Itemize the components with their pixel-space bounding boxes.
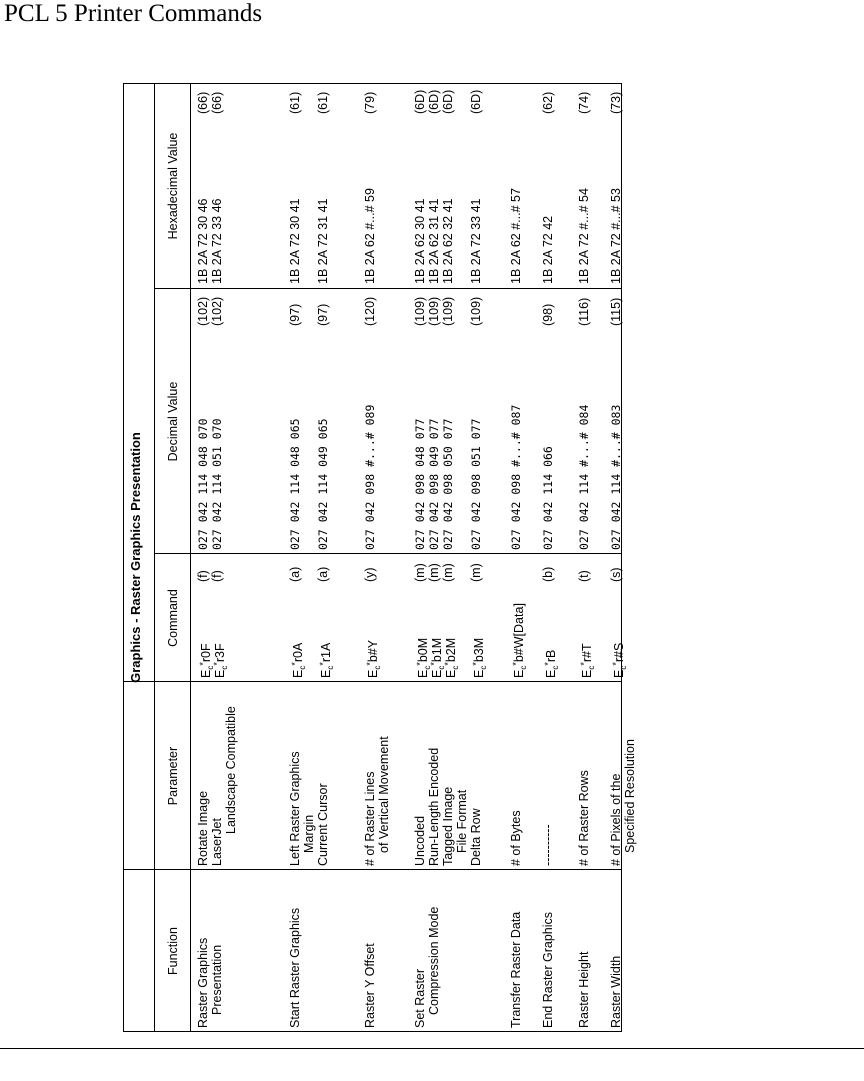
command-char: (b) — [541, 566, 555, 582]
hex-code: (6D) — [469, 89, 483, 114]
command-text: b#Y — [366, 639, 380, 663]
decimal-value: 027 042 114 #...# 083 — [609, 404, 623, 550]
command-text: r0A — [291, 642, 305, 663]
table-title: Graphics - Raster Graphics Presentation — [128, 432, 143, 683]
hex-code: (61) — [288, 91, 302, 114]
hex-value: 1B 2A 72 31 41 — [316, 198, 330, 284]
esc-letter: E — [580, 669, 594, 678]
footer-rule — [0, 1048, 864, 1049]
hex-code: (62) — [541, 91, 555, 114]
esc-subscript: c — [298, 665, 307, 670]
command-char: (t) — [577, 570, 591, 582]
hex-code: (66) — [210, 91, 224, 114]
decimal-code: (109) — [441, 296, 455, 326]
command-char: (f) — [196, 570, 210, 582]
header-parameter: Parameter — [166, 746, 180, 806]
esc-subscript: c — [451, 665, 460, 670]
esc-star: * — [415, 662, 425, 666]
function-label: Start Raster Graphics — [288, 907, 302, 1028]
command-text: b1M — [430, 637, 444, 663]
parameter-label: Tagged Image — [441, 786, 455, 866]
header-command: Command — [166, 589, 180, 647]
function-label: Raster Width — [609, 955, 623, 1028]
function-label: Set Raster — [413, 968, 427, 1028]
hex-code: (6D) — [441, 89, 455, 114]
esc-letter: E — [444, 669, 458, 678]
esc-star: * — [198, 662, 208, 666]
command-escape — [509, 603, 531, 678]
decimal-value: 027 042 114 051 070 — [210, 418, 224, 550]
command-char: (a) — [288, 566, 302, 582]
esc-star: * — [365, 662, 375, 666]
function-label: Transfer Raster Data — [509, 911, 523, 1028]
col-divider-command — [154, 553, 622, 554]
parameter-label: Delta Row — [469, 808, 483, 866]
parameter-label: # of Raster Lines — [363, 771, 377, 866]
hex-value: 1B 2A 62 32 41 — [441, 198, 455, 284]
command-text: r#S — [612, 642, 626, 663]
parameter-label: # of Pixels of the — [609, 773, 623, 866]
esc-star: * — [290, 662, 300, 666]
hex-value: 1B 2A 72 33 41 — [469, 198, 483, 284]
col-divider-parameter — [123, 681, 622, 682]
esc-star: * — [443, 662, 453, 666]
parameter-label: LaserJet — [210, 818, 224, 866]
esc-subscript: c — [479, 665, 488, 670]
parameter-label: # of Raster Rows — [577, 770, 591, 866]
parameter-label: Run-Length Encoded — [427, 747, 441, 866]
hex-value: 1B 2A 62 #...# 57 — [509, 188, 523, 284]
esc-star: * — [543, 662, 553, 666]
command-escape — [210, 643, 232, 678]
decimal-code: (115) — [609, 297, 623, 326]
esc-subscript: c — [373, 665, 382, 670]
decimal-code: (109) — [469, 296, 483, 326]
command-text: b2M — [444, 637, 458, 663]
command-char: (s) — [609, 567, 623, 582]
hex-value: 1B 2A 72 #...# 53 — [609, 188, 623, 284]
esc-letter: E — [544, 669, 558, 678]
hex-code: (66) — [196, 91, 210, 114]
command-text: rB — [544, 649, 558, 663]
command-text: r1A — [319, 642, 333, 663]
command-char: (m) — [427, 563, 441, 582]
esc-star: * — [318, 662, 328, 666]
esc-letter: E — [612, 669, 626, 678]
esc-star: * — [429, 662, 439, 666]
parameter-label: # of Bytes — [509, 810, 523, 866]
parameter-label: ---------- — [541, 824, 555, 866]
hex-code: (6D) — [413, 89, 427, 114]
esc-subscript: c — [619, 665, 628, 670]
decimal-value: 027 042 114 066 — [541, 446, 555, 550]
hex-value: 1B 2A 72 #...# 54 — [577, 188, 591, 284]
decimal-code: (109) — [413, 296, 427, 326]
esc-letter: E — [199, 669, 213, 678]
command-escape — [441, 638, 463, 678]
esc-subscript: c — [206, 665, 215, 670]
esc-star: * — [471, 662, 481, 666]
parameter-label: Specified Resolution — [623, 739, 637, 853]
esc-star: * — [511, 662, 521, 666]
hex-value: 1B 2A 72 33 46 — [210, 198, 224, 284]
command-escape — [363, 640, 385, 678]
hex-code: (6D) — [427, 89, 441, 114]
decimal-value: 027 042 114 048 070 — [196, 418, 210, 550]
decimal-value: 027 042 098 #...# 087 — [509, 404, 523, 550]
function-label: Presentation — [210, 944, 224, 1015]
esc-subscript: c — [220, 665, 229, 670]
esc-letter: E — [366, 669, 380, 678]
esc-subscript: c — [423, 665, 432, 670]
esc-letter: E — [416, 669, 430, 678]
header-function: Function — [166, 927, 180, 975]
command-char: (m) — [469, 563, 483, 582]
title-rule — [154, 83, 155, 1032]
command-char: (m) — [441, 563, 455, 582]
command-escape — [541, 650, 563, 678]
esc-subscript: c — [551, 665, 560, 670]
esc-subscript: c — [519, 665, 528, 670]
decimal-code: (116) — [577, 297, 591, 326]
command-escape — [577, 643, 599, 678]
col-divider-function — [123, 869, 622, 870]
decimal-value: 027 042 098 051 077 — [469, 418, 483, 550]
hex-value: 1B 2A 72 42 — [541, 215, 555, 284]
decimal-value: 027 042 114 #...# 084 — [577, 404, 591, 550]
command-char: (a) — [316, 566, 330, 582]
function-label: End Raster Graphics — [541, 911, 555, 1028]
command-text: b3M — [472, 637, 486, 663]
command-char: (y) — [363, 567, 377, 582]
decimal-value: 027 042 114 049 065 — [316, 418, 330, 550]
command-escape — [316, 643, 338, 678]
command-escape — [609, 643, 631, 678]
decimal-code: (120) — [363, 296, 377, 326]
esc-subscript: c — [437, 665, 446, 670]
decimal-code: (102) — [210, 296, 224, 326]
decimal-code: (97) — [316, 303, 330, 326]
esc-subscript: c — [326, 665, 335, 670]
header-hex: Hexadecimal Value — [166, 132, 180, 240]
decimal-value: 027 042 098 049 077 — [427, 418, 441, 550]
command-text: r0F — [199, 643, 213, 663]
hex-value: 1B 2A 62 30 41 — [413, 198, 427, 284]
command-escape — [469, 638, 491, 678]
parameter-label: Landscape Compatible — [224, 706, 238, 834]
parameter-label: Rotate Image — [196, 790, 210, 866]
esc-letter: E — [213, 669, 227, 678]
header-rule — [190, 83, 191, 1032]
header-decimal: Decimal Value — [166, 381, 180, 462]
command-text: b0M — [416, 637, 430, 663]
hex-code: (61) — [316, 91, 330, 114]
esc-letter: E — [319, 669, 333, 678]
esc-letter: E — [291, 669, 305, 678]
command-char: (f) — [210, 570, 224, 582]
esc-star: * — [611, 662, 621, 666]
command-text: b#W[Data] — [512, 603, 526, 663]
parameter-label: Current Cursor — [316, 783, 330, 866]
hex-code: (73) — [609, 91, 623, 114]
esc-letter: E — [430, 669, 444, 678]
command-text: r#T — [580, 643, 594, 663]
command-text: r3F — [213, 643, 227, 663]
parameter-label: Uncoded — [413, 815, 427, 866]
decimal-code: (98) — [541, 303, 555, 326]
decimal-value: 027 042 098 #...# 089 — [363, 404, 377, 550]
hex-code: (74) — [577, 91, 591, 114]
esc-letter: E — [512, 669, 526, 678]
raster-graphics-table — [123, 83, 637, 1032]
hex-value: 1B 2A 62 31 41 — [427, 198, 441, 284]
col-divider-decimal — [154, 288, 622, 289]
function-label: Raster Y Offset — [363, 943, 377, 1028]
page-title: PCL 5 Printer Commands — [4, 0, 263, 27]
function-label: Compression Mode — [427, 906, 441, 1015]
parameter-label: of Vertical Movement — [377, 736, 391, 853]
parameter-label: Margin — [302, 814, 316, 853]
parameter-label: File Format — [455, 789, 469, 853]
decimal-code: (109) — [427, 296, 441, 326]
hex-value: 1B 2A 72 30 46 — [196, 198, 210, 284]
esc-letter: E — [472, 669, 486, 678]
function-label: Raster Height — [577, 951, 591, 1028]
hex-value: 1B 2A 62 #...# 59 — [363, 188, 377, 284]
esc-subscript: c — [587, 665, 596, 670]
decimal-value: 027 042 114 048 065 — [288, 418, 302, 550]
parameter-label: Left Raster Graphics — [288, 751, 302, 866]
decimal-value: 027 042 098 048 077 — [413, 418, 427, 550]
hex-value: 1B 2A 72 30 41 — [288, 198, 302, 284]
function-label: Raster Graphics — [196, 937, 210, 1028]
esc-star: * — [579, 662, 589, 666]
command-escape — [288, 643, 310, 678]
rotated-table-content — [123, 83, 637, 1032]
command-char: (m) — [413, 563, 427, 582]
esc-star: * — [212, 662, 222, 666]
decimal-value: 027 042 098 050 077 — [441, 418, 455, 550]
hex-code: (79) — [363, 91, 377, 114]
decimal-code: (102) — [196, 296, 210, 326]
decimal-code: (97) — [288, 303, 302, 326]
